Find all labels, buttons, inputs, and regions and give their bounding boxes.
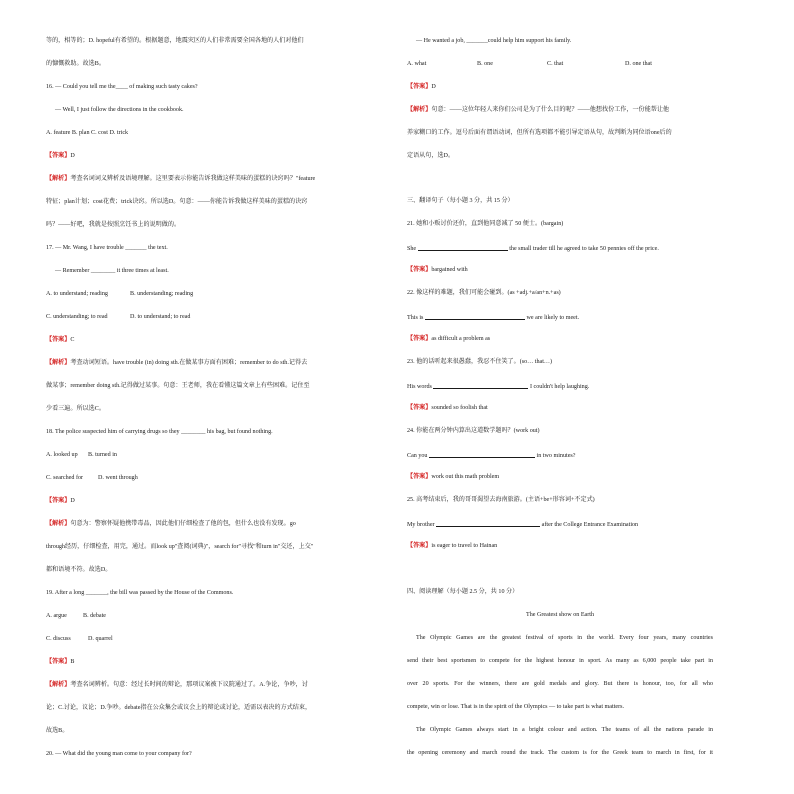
question-25-sentence — [407, 520, 638, 529]
question-18: 18. The police suspected him of carrying drugs so they ________ his bag, but found nothing. — [46, 429, 273, 435]
answer-value: is eager to travel to Hainan — [431, 543, 498, 549]
explanation-line: 做某事；remember doing sth.记得做过某事。句意：王老师，我在看懂这篇文章上有些困难。记住至 — [46, 383, 310, 389]
question-24: 24. 你能在两分钟内算出这道数学题吗？(work out) — [407, 428, 540, 434]
passage-line: send their best sportsmen to compete for the highest honour in sport. As many as 6,000 people take part in — [407, 658, 713, 664]
option-c: C. understanding; to read — [46, 314, 108, 320]
option-c: C. searched for — [46, 475, 84, 481]
sentence-end: after the College Entrance Examination — [541, 522, 639, 528]
question-25: 25. 高考结束后，我的哥哥渴望去海南旅游。(主语+be+形容词+不定式) — [407, 497, 595, 503]
section-heading: 三、翻译句子（每小题 3 分，共 15 分） — [407, 198, 514, 204]
explanation-text: 考查名词词义辨析及语境理解。这里要表示你能告诉我做这样美味的蛋糕的诀窍吗？"feature — [70, 176, 316, 182]
question-20-dialogue: — He wanted a job, _______could help him support his family. — [416, 38, 572, 44]
explanation-line — [46, 521, 296, 528]
explanation-line: 吗？——好吧，我就是按照烹饪书上的说明做的。 — [46, 222, 181, 228]
question-19: 19. After a long _______, the bill was passed by the House of the Commons. — [46, 590, 234, 596]
explanation-tag: 【解析】 — [46, 521, 71, 527]
answer-tag: 【答案】 — [46, 659, 71, 665]
sentence-end: we are likely to meet. — [526, 315, 580, 321]
answer-value: work out this math problem — [431, 474, 500, 480]
blank-line — [436, 520, 540, 527]
blank-line — [418, 244, 508, 251]
explanation-tag: 【解析】 — [407, 107, 432, 113]
option-a: A. looked up — [46, 452, 78, 458]
answer-line — [46, 337, 74, 344]
option-b: B. understanding; reading — [130, 291, 194, 297]
answer-line — [407, 84, 436, 91]
sentence-start: His words — [407, 384, 432, 390]
sentence-end: I couldn't help laughing. — [529, 384, 590, 390]
question-23-sentence — [407, 382, 589, 391]
sentence-start: My brother — [407, 522, 435, 528]
passage-title: The Greatest show on Earth — [525, 612, 595, 618]
passage-line: compete, win or lose. That is in the spirit of the Olympics — to take part is what matters. — [407, 704, 625, 710]
explanation-line — [407, 107, 669, 114]
answer-line — [407, 336, 490, 343]
answer-tag: 【答案】 — [407, 405, 432, 411]
question-16-options: A. feature B. plan C. cost D. trick — [46, 130, 129, 136]
sentence-end: in two minutes? — [536, 453, 576, 459]
text-line: 等的，相等的；D. hopeful有希望的。根据题意，地震灾区的人们非常需要全国各地的人们对他们 — [46, 38, 304, 44]
answer-tag: 【答案】 — [407, 84, 432, 90]
explanation-line — [46, 682, 308, 689]
question-22: 22. 像这样的难题，我们可能会碰到。(as +adj.+a/an+n.+as) — [407, 290, 561, 296]
blank-line — [433, 382, 528, 389]
option-b: B. one — [477, 61, 493, 67]
explanation-line — [46, 360, 307, 367]
passage-line: over 20 sports. For the winners, there are gold medals and glory. But there is honour, too, for all who — [407, 681, 713, 687]
answer-tag: 【答案】 — [46, 153, 71, 159]
answer-line — [46, 659, 74, 666]
question-16: 16. — Could you tell me the____ of making such tasty cakes? — [46, 84, 198, 90]
answer-line — [407, 474, 499, 481]
explanation-text: 考查名词辨析。句意：经过长时间的辩论，那项议案被下议院通过了。A.争论，争吵，讨 — [70, 682, 308, 688]
answer-value: D — [431, 84, 436, 90]
question-17: 17. — Mr. Wang, I have trouble _______ the text. — [46, 245, 168, 251]
question-24-sentence — [407, 451, 575, 460]
blank-line — [425, 313, 525, 320]
explanation-tag: 【解析】 — [46, 682, 71, 688]
answer-value: B — [70, 659, 75, 665]
answer-tag: 【答案】 — [46, 337, 71, 343]
answer-tag: 【答案】 — [407, 543, 432, 549]
answer-value: C — [70, 337, 75, 343]
explanation-line: 少看三遍。所以选C。 — [46, 406, 105, 412]
option-d: D. one that — [625, 61, 652, 67]
explanation-tag: 【解析】 — [46, 360, 71, 366]
explanation-line: 定语从句，选D。 — [407, 153, 455, 159]
explanation-line: 论；C.讨论，议论；D.争吵。debate指在公众集会或议会上的辩论或讨论，适需以表决的方式结束， — [46, 705, 312, 711]
explanation-text: 句意：——这位年轻人来你们公司是为了什么目的呢？——他想找份工作，一份能帮让他 — [431, 107, 670, 113]
question-17-dialogue: — Remember ________ it three times at least. — [55, 268, 169, 274]
answer-tag: 【答案】 — [407, 267, 432, 273]
sentence-start: This is — [407, 315, 424, 321]
answer-tag: 【答案】 — [46, 498, 71, 504]
answer-line — [46, 153, 75, 160]
explanation-line: 都和语境不符。故选D。 — [46, 567, 112, 573]
explanation-text: 句意为：警察怀疑他携带毒品，因此他们仔细检查了他的包，但什么也没有发现。go — [70, 521, 296, 527]
answer-value: sounded so foolish that — [431, 405, 488, 411]
answer-value: as difficult a problem as — [431, 336, 491, 342]
question-21: 21. 她和小贩讨价还价，直到他同意减了 50 便士。(bargain) — [407, 221, 564, 227]
option-d: D. quarrel — [88, 636, 113, 642]
passage-line: the opening ceremony and march round the track. The custom is for the Greek team to march in first, for it — [407, 750, 713, 756]
sentence-start: She — [407, 246, 417, 252]
answer-line — [407, 267, 468, 274]
text-line: 的慷慨救助。故选B。 — [46, 61, 105, 67]
option-c: C. discuss — [46, 636, 71, 642]
option-a: A. to understand; reading — [46, 291, 108, 297]
answer-line — [407, 405, 488, 412]
answer-value: bargained with — [431, 267, 468, 273]
explanation-line: 养家糊口的工作。逗号后面有谓语动词，但所有选项都不能引导定语从句，故判断为同位语one后的 — [407, 130, 672, 136]
answer-value: D — [70, 153, 75, 159]
question-21-sentence — [407, 244, 659, 253]
option-a: A. what — [407, 61, 427, 67]
explanation-line: 故选B。 — [46, 728, 69, 734]
answer-line — [407, 543, 497, 550]
answer-line — [46, 498, 75, 505]
option-c: C. that — [547, 61, 564, 67]
explanation-line — [46, 176, 315, 183]
explanation-text: 考查动词短语。have trouble (in) doing sth.在做某事方面有困难；remember to do sth.记得去 — [70, 360, 308, 366]
answer-value: D — [70, 498, 75, 504]
option-d: D. went through — [98, 475, 138, 481]
explanation-tag: 【解析】 — [46, 176, 71, 182]
answer-tag: 【答案】 — [407, 474, 432, 480]
question-16-dialogue: — Well, I just follow the directions in the cookbook. — [55, 107, 184, 113]
passage-line: The Olympic Games are the greatest festival of sports in the world. Every four years, many countries — [416, 635, 713, 641]
option-b: B. turned in — [88, 452, 117, 458]
answer-tag: 【答案】 — [407, 336, 432, 342]
explanation-line: 特征；plan计划；cost花费；trick诀窍。所以选D。句意：——你能告诉我做这样美味的蛋糕的诀窍 — [46, 199, 308, 205]
question-22-sentence — [407, 313, 579, 322]
passage-line: The Olympic Games always start in a bright colour and action. The teams of all the nations parade in — [416, 727, 713, 733]
option-b: B. debate — [83, 613, 107, 619]
option-d: D. to understand; to read — [130, 314, 191, 320]
sentence-start: Can you — [407, 453, 428, 459]
option-a: A. argue — [46, 613, 67, 619]
question-23: 23. 他的话听起来很愚蠢，我忍不住笑了。(so… that…) — [407, 359, 553, 365]
blank-line — [429, 451, 535, 458]
question-20: 20. — What did the young man come to your company for? — [46, 751, 192, 757]
sentence-end: the small trader till he agreed to take 50 pennies off the price. — [509, 246, 659, 252]
explanation-line: through经历，仔细检查，用完，通过。而look up"查阅(词典)"，search for"寻找"和turn in"交还，上交" — [46, 544, 314, 550]
section-heading: 四、阅读理解（每小题 2.5 分，共 10 分） — [407, 589, 519, 595]
